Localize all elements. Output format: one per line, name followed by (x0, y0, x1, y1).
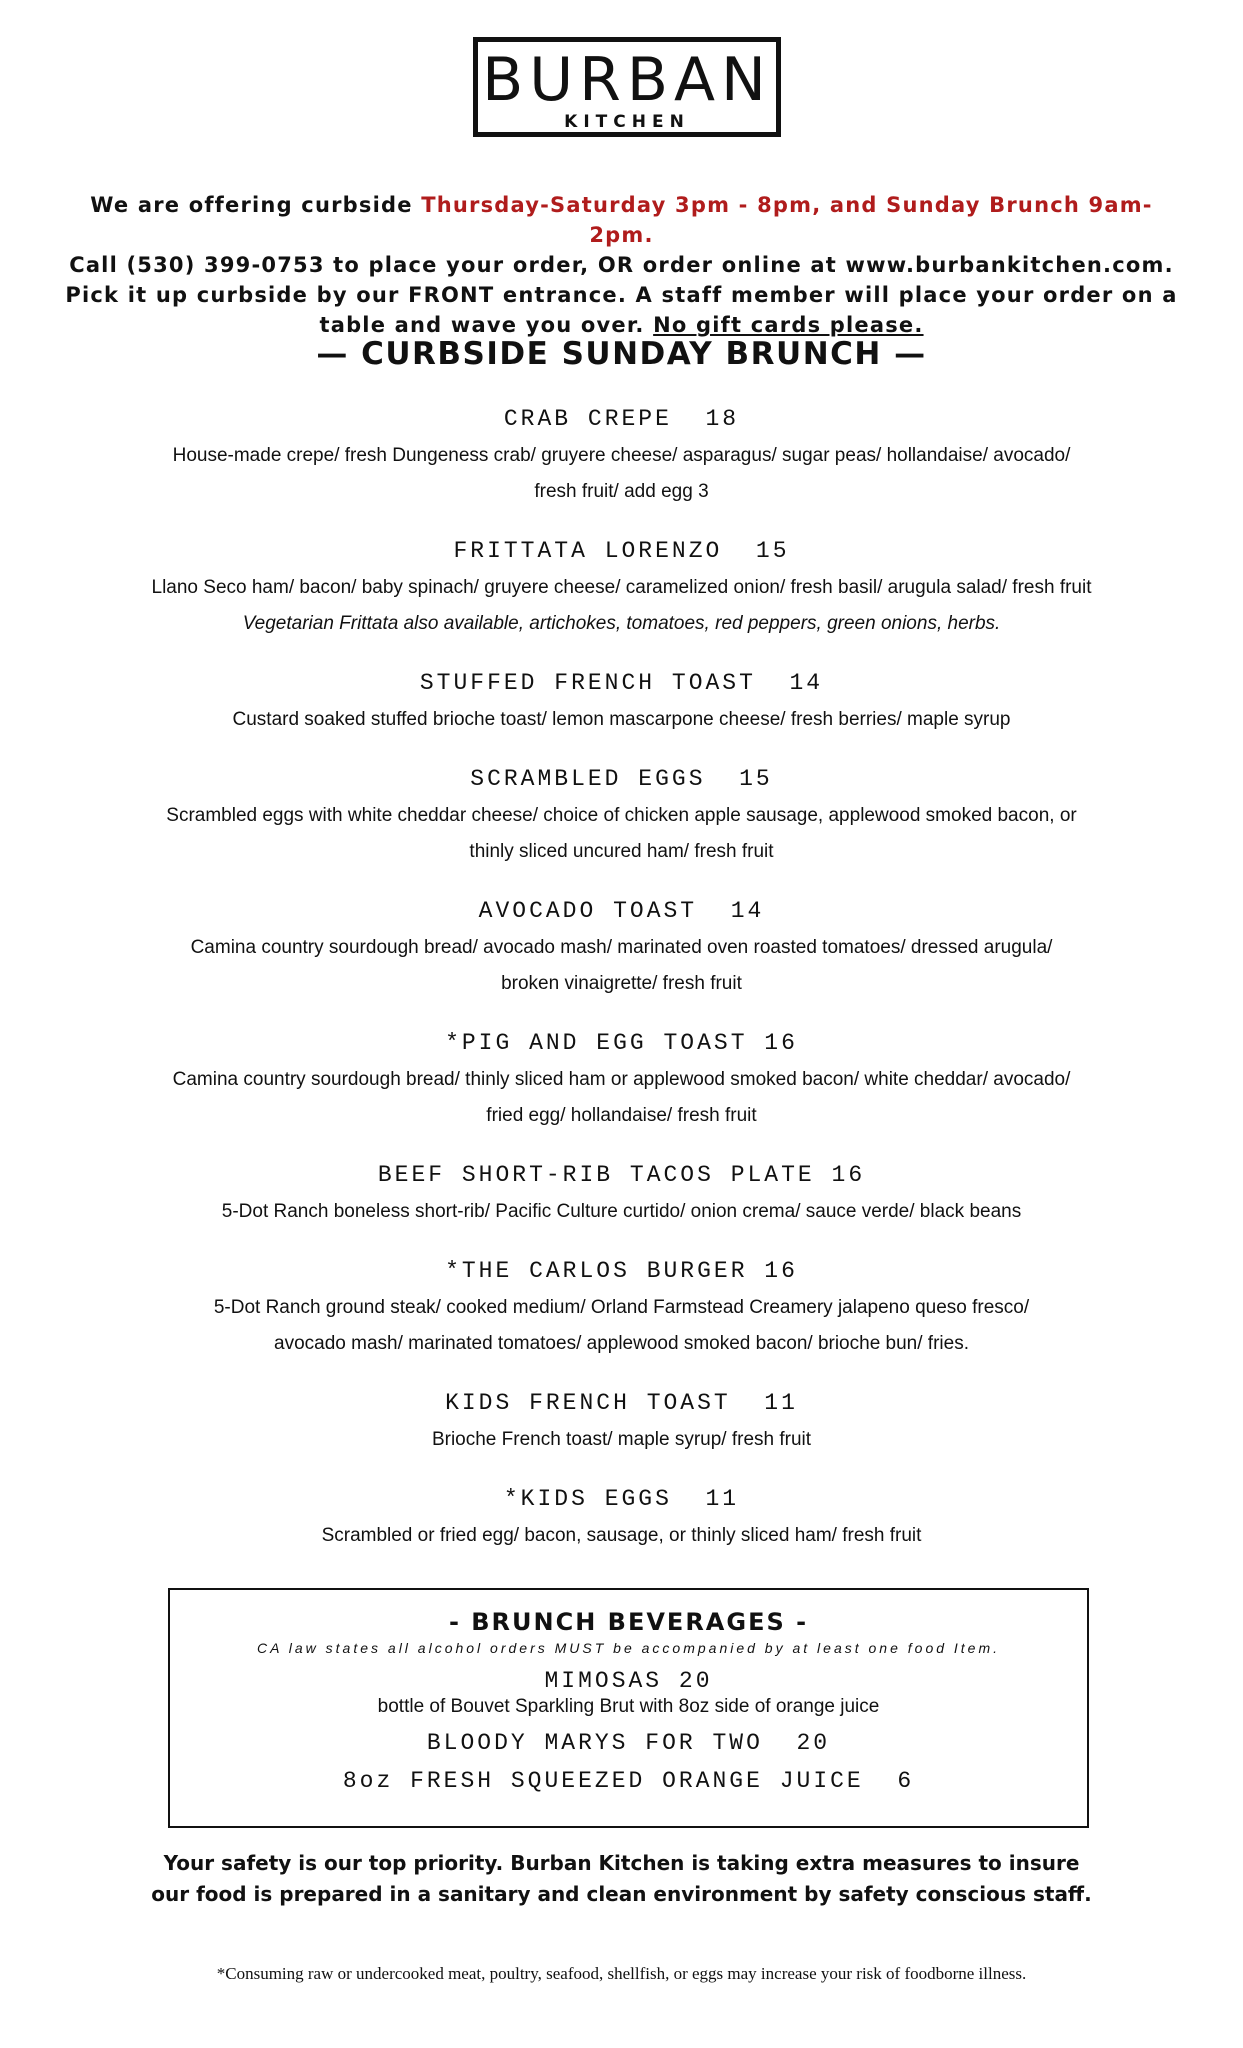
brunch-menu (60, 404, 1183, 1580)
menu-item-name: *PIG AND EGG TOAST 16 (445, 1030, 798, 1056)
no-gift-cards-text: No gift cards please. (653, 313, 924, 337)
beverage-desc: bottle of Bouvet Sparkling Brut with 8oz side of orange juice (377, 1696, 880, 1717)
intro-offering-text: We are offering curbside (90, 193, 422, 217)
menu-item-desc: fresh fruit/ add egg 3 (534, 481, 709, 502)
menu-item (60, 1484, 1183, 1554)
beverage-name: BLOODY MARYS FOR TWO 20 (426, 1730, 831, 1756)
menu-item (60, 668, 1183, 738)
menu-item-desc: fried egg/ hollandaise/ fresh fruit (486, 1105, 757, 1126)
beverage-name: 8oz FRESH SQUEEZED ORANGE JUICE 6 (342, 1768, 915, 1794)
menu-item-desc: Scrambled eggs with white cheddar cheese/ choice of chicken apple sausage, applewood smoked bacon, or (166, 805, 1077, 826)
menu-item (60, 1028, 1183, 1134)
burban-kitchen-logo (473, 37, 781, 137)
menu-item-name: CRAB CREPE 18 (503, 406, 740, 432)
menu-item-note: Vegetarian Frittata also available, artichokes, tomatoes, red peppers, green onions, herbs. (242, 613, 1001, 634)
safety-notice (60, 1848, 1183, 1910)
menu-item-desc: 5-Dot Ranch boneless short-rib/ Pacific Culture curtido/ onion crema/ sauce verde/ black beans (221, 1201, 1022, 1222)
menu-item-desc: Scrambled or fried egg/ bacon, sausage, or thinly sliced ham/ fresh fruit (321, 1525, 922, 1546)
foodborne-illness-disclaimer: *Consuming raw or undercooked meat, poultry, seafood, shellfish, or eggs may increase your risk of foodborne illness. (216, 1964, 1027, 1983)
menu-item (60, 1388, 1183, 1458)
beverage-name: MIMOSAS 20 (544, 1668, 713, 1694)
brunch-beverages-box (168, 1588, 1089, 1828)
menu-item-name: AVOCADO TOAST 14 (478, 898, 765, 924)
intro-wave-text: table and wave you over. (319, 313, 654, 337)
menu-item-desc: Custard soaked stuffed brioche toast/ lemon mascarpone cheese/ fresh berries/ maple syrup (232, 709, 1011, 730)
beverages-title: - BRUNCH BEVERAGES - (448, 1608, 809, 1636)
menu-item-name: *KIDS EGGS 11 (503, 1486, 740, 1512)
menu-item-desc: House-made crepe/ fresh Dungeness crab/ gruyere cheese/ asparagus/ sugar peas/ hollandaise/ avocado/ (172, 445, 1071, 466)
menu-item-name: STUFFED FRENCH TOAST 14 (419, 670, 824, 696)
logo-wordmark: BURBAN (482, 45, 772, 115)
menu-item-desc: Brioche French toast/ maple syrup/ fresh fruit (431, 1429, 812, 1450)
menu-item-desc: Camina country sourdough bread/ thinly sliced ham or applewood smoked bacon/ white cheddar/ avocado/ (172, 1069, 1071, 1090)
safety-line-1: Your safety is our top priority. Burban Kitchen is taking extra measures to insure (163, 1851, 1080, 1875)
menu-item-desc: broken vinaigrette/ fresh fruit (501, 973, 742, 994)
menu-item-desc: 5-Dot Ranch ground steak/ cooked medium/ Orland Farmstead Creamery jalapeno queso fresco/ (213, 1297, 1030, 1318)
menu-item (60, 1160, 1183, 1230)
intro-line-1 (60, 190, 1183, 250)
menu-item-desc: avocado mash/ marinated tomatoes/ applewood smoked bacon/ brioche bun/ fries. (274, 1333, 969, 1354)
intro-line-2: Call (530) 399-0753 to place your order, OR order online at www.burbankitchen.com. (69, 253, 1174, 277)
menu-item-name: FRITTATA LORENZO 15 (453, 538, 790, 564)
menu-item (60, 896, 1183, 1002)
menu-item-desc: Llano Seco ham/ bacon/ baby spinach/ gruyere cheese/ caramelized onion/ fresh basil/ arugula salad/ fresh fruit (151, 577, 1092, 598)
curbside-intro (60, 190, 1183, 340)
menu-item-name: BEEF SHORT-RIB TACOS PLATE 16 (377, 1162, 866, 1188)
alcohol-law-note: CA law states all alcohol orders MUST be accompanied by at least one food Item. (256, 1640, 1001, 1656)
menu-item (60, 536, 1183, 642)
logo-subtitle: KITCHEN (564, 112, 690, 132)
safety-line-2: our food is prepared in a sanitary and clean environment by safety conscious staff. (151, 1882, 1092, 1906)
menu-item-name: *THE CARLOS BURGER 16 (445, 1258, 798, 1284)
menu-item (60, 404, 1183, 510)
menu-item-name: KIDS FRENCH TOAST 11 (445, 1390, 798, 1416)
section-title: — CURBSIDE SUNDAY BRUNCH — (316, 336, 927, 372)
menu-item (60, 1256, 1183, 1362)
menu-item-name: SCRAMBLED EGGS 15 (470, 766, 773, 792)
menu-item-desc: Camina country sourdough bread/ avocado mash/ marinated oven roasted tomatoes/ dressed arugula/ (190, 937, 1053, 958)
menu-item-desc: thinly sliced uncured ham/ fresh fruit (469, 841, 774, 862)
intro-hours-text: Thursday-Saturday 3pm - 8pm, and Sunday Brunch 9am-2pm. (421, 193, 1153, 247)
intro-line-3: Pick it up curbside by our FRONT entrance. A staff member will place your order on a (65, 283, 1178, 307)
menu-item (60, 764, 1183, 870)
